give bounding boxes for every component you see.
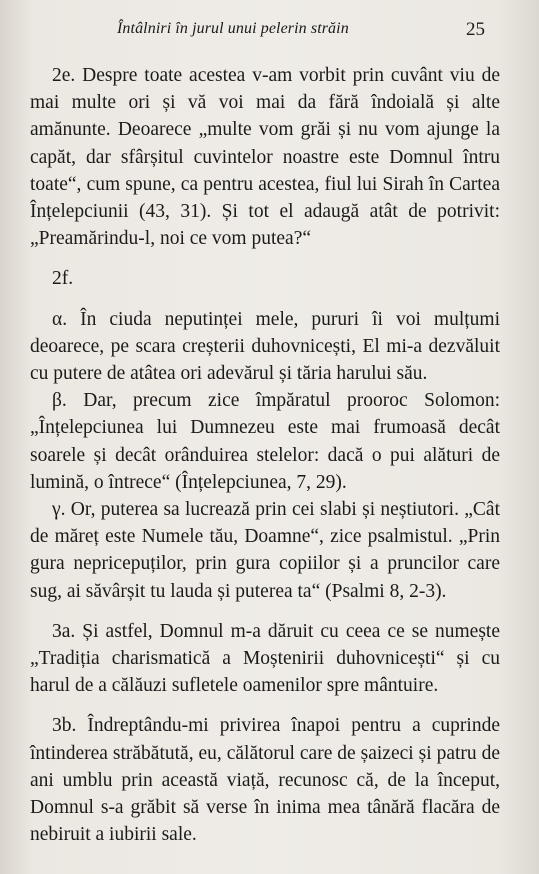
page-header (0, 16, 539, 44)
paragraph-3a: 3a. Și astfel, Domnul m-a dăruit cu ceea ce se numește „Tradiția charismatică a Moștenirii duhovnicești“ și cu harul de a călăuzi sufletele oamenilor spre mântuire. (30, 620, 500, 697)
page-body (30, 62, 500, 848)
paragraph-beta: β. Dar, precum zice împăratul prooroc Solomon: „Înțelepciunea lui Dumnezeu este mai frumoasă decât soarele și decât orânduirea stelelor: dacă o pui alături de lumină, o întrece“ (Înțelepciunea, 7, 29). (30, 390, 500, 493)
running-title: Întâlniri în jurul unui pelerin străin (117, 20, 349, 37)
paragraph-3b: 3b. Îndreptându-mi privirea înapoi pentru a cuprinde întinderea străbătută, eu, călătorul care de șaizeci și patru de ani umblu prin această viață, recunosc că, de la început, Domnul s-a grăbit să verse în inima mea tânără flacăra de nebiruit a iubirii sale. (30, 715, 500, 846)
paragraph-alpha: α. În ciuda neputinței mele, pururi îi voi mulțumi deoarece, pe scara creșterii duhovnicești, El mi-a dezvăluit cu putere de atâtea ori adevărul și tăria harului său. (30, 308, 500, 385)
page-number: 25 (466, 19, 485, 40)
paragraph-2e: 2e. Despre toate acestea v-am vorbit prin cuvânt viu de mai multe ori și vă voi mai da fără îndoială și alte amănunte. Deoarece „multe vom grăi și nu vom ajunge la capăt, dar sfârșitul cuvintelor noastre este Domnul întru toate“, cum spune, ca pentru acestea, fiul lui Sirah în Cartea Înțelepciunii (43, 31). Și tot el adaugă atât de potrivit: „Preamărindu-l, noi ce vom putea?“ (30, 65, 500, 250)
paragraph-gamma: γ. Or, puterea sa lucrează prin cei slabi și neștiutori. „Cât de măreț este Numele tău, Doamne“, zice psalmistul. „Prin gura nepricepuților, prin gura copiilor și a pruncilor care sug, ai săvârșit tu lauda și puterea ta“ (Psalmi 8, 2-3). (30, 499, 500, 602)
section-heading-2f: 2f. (52, 268, 74, 290)
